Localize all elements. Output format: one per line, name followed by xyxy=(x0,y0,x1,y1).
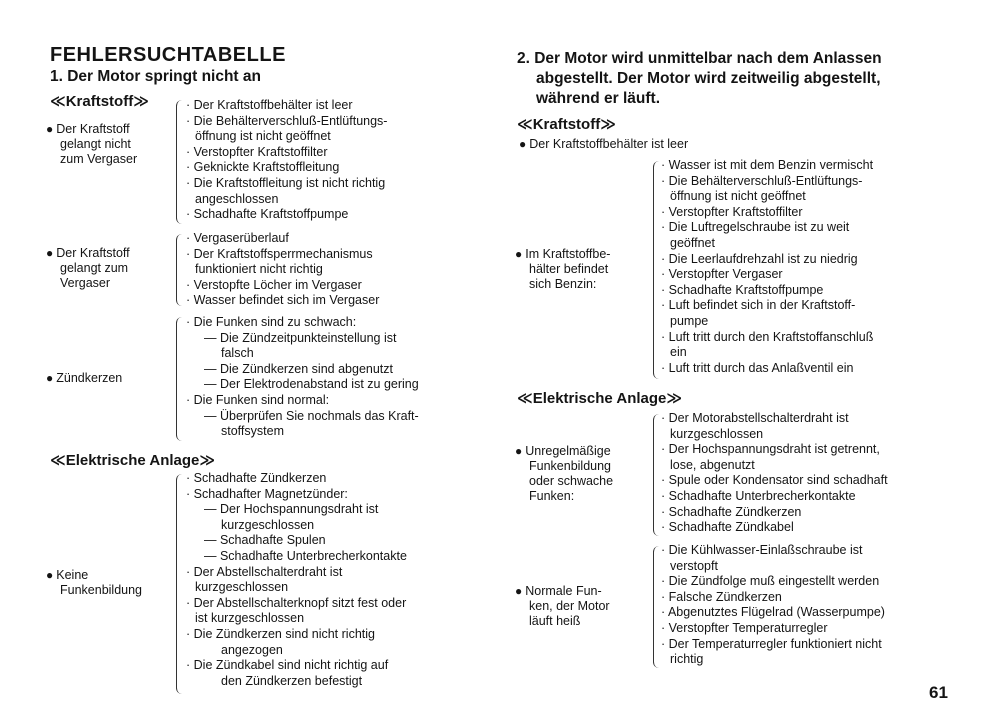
group-items xyxy=(186,98,387,223)
list-item: · Die Leerlaufdrehzahl ist zu niedrig xyxy=(661,251,858,266)
left-group-3 xyxy=(46,313,496,443)
list-item: · Der Temperaturregler funktioniert nicht xyxy=(661,636,882,651)
list-item: kurzgeschlossen xyxy=(195,580,289,595)
group-label: ● Unregelmäßige Funkenbildung oder schwache Funken: xyxy=(515,444,614,503)
brace xyxy=(176,474,185,694)
list-item: — Der Hochspannungsdraht ist xyxy=(204,502,379,517)
page-title: FEHLERSUCHTABELLE xyxy=(50,44,286,66)
list-item: · Die Zündkabel sind nicht richtig auf xyxy=(186,658,389,673)
list-item: ein xyxy=(670,345,687,360)
list-item: · Wasser befindet sich im Vergaser xyxy=(186,293,380,308)
list-item: · Die Behälterverschluß-Entlüftungs- xyxy=(186,113,388,128)
group-items xyxy=(186,315,419,440)
list-item: · Die Zündkerzen sind nicht richtig xyxy=(186,626,375,641)
list-item: · Verstopfter Temperaturregler xyxy=(661,620,828,635)
list-item: öffnung ist nicht geöffnet xyxy=(670,189,806,204)
list-item: · Spule oder Kondensator sind schadhaft xyxy=(661,473,888,488)
page-number: 61 xyxy=(929,683,948,702)
group-label: ● Der Kraftstoff gelangt zum Vergaser xyxy=(46,246,130,290)
list-item: kurzgeschlossen xyxy=(221,517,315,532)
list-item: — Die Zündzeitpunkteinstellung ist xyxy=(204,330,397,345)
group-label: ● Im Kraftstoffbe- hälter befindet sich Benzin: xyxy=(515,247,611,291)
list-item: — Der Elektrodenabstand ist zu gering xyxy=(204,377,419,392)
list-item: · Schadhafte Zündkerzen xyxy=(661,504,802,519)
list-item: · Der Motorabstellschalterdraht ist xyxy=(661,411,849,425)
group-items xyxy=(661,411,888,536)
list-item: pumpe xyxy=(670,313,709,328)
list-item: richtig xyxy=(670,652,704,667)
list-item: den Zündkerzen befestigt xyxy=(221,673,363,688)
right-elektrisch-group-1 xyxy=(515,410,965,538)
list-item: · Schadhafte Kraftstoffpumpe xyxy=(186,207,349,222)
list-item: · Der Kraftstoffsperrmechanismus xyxy=(186,246,373,261)
list-item: · Falsche Zündkerzen xyxy=(661,589,782,604)
group-label: ● Zündkerzen xyxy=(46,371,123,385)
list-item: · Schadhafte Kraftstoffpumpe xyxy=(661,282,824,297)
list-item: · Schadhafter Magnetzünder: xyxy=(186,486,348,501)
right-kraftstoff-title: ≪Kraftstoff≫ xyxy=(517,116,616,133)
list-item: · Der Abstellschalterdraht ist xyxy=(186,564,343,579)
right-single-item: ● Der Kraftstoffbehälter ist leer xyxy=(519,137,689,151)
left-group-2 xyxy=(46,230,496,310)
left-elektrisch-title: ≪Elektrische Anlage≫ xyxy=(50,452,216,469)
list-item: · Schadhafte Zündkabel xyxy=(661,520,794,535)
list-item: geöffnet xyxy=(670,235,715,250)
list-item: angezogen xyxy=(221,642,283,657)
list-item: · Der Hochspannungsdraht ist getrennt, xyxy=(661,442,880,457)
list-item: — Überprüfen Sie nochmals das Kraft- xyxy=(204,408,419,423)
brace xyxy=(176,234,185,306)
list-item: stoffsystem xyxy=(221,424,284,439)
group-label: ● Keine Funkenbildung xyxy=(46,568,143,597)
list-item: öffnung ist nicht geöffnet xyxy=(195,129,331,144)
list-item: · Geknickte Kraftstoffleitung xyxy=(186,160,340,175)
list-item: · Die Zündfolge muß eingestellt werden xyxy=(661,574,880,589)
brace xyxy=(176,317,185,441)
group-label: ● Normale Fun- ken, der Motor läuft heiß xyxy=(515,584,610,628)
list-item: falsch xyxy=(221,346,254,361)
list-item: · Wasser ist mit dem Benzin vermischt xyxy=(661,158,874,172)
right-elektrisch-title: ≪Elektrische Anlage≫ xyxy=(517,390,683,407)
list-item: · Luft befindet sich in der Kraftstoff- xyxy=(661,298,856,313)
left-heading: 1. Der Motor springt nicht an xyxy=(50,68,261,85)
list-item: — Die Zündkerzen sind abgenutzt xyxy=(204,361,393,376)
list-item: · Der Abstellschalterknopf sitzt fest oder xyxy=(186,595,407,610)
list-item: · Die Funken sind zu schwach: xyxy=(186,315,357,329)
list-item: · Schadhafte Zündkerzen xyxy=(186,471,327,485)
list-item: · Luft tritt durch das Anlaßventil ein xyxy=(661,360,854,375)
group-items xyxy=(661,543,885,668)
list-item: · Die Behälterverschluß-Entlüftungs- xyxy=(661,173,863,188)
group-items xyxy=(661,158,873,376)
list-item: · Der Kraftstoffbehälter ist leer xyxy=(186,98,353,112)
list-item: — Schadhafte Unterbrecherkontakte xyxy=(204,548,407,563)
list-item: · Die Funken sind normal: xyxy=(186,392,330,407)
list-item: · Verstopfte Löcher im Vergaser xyxy=(186,277,362,292)
list-item: angeschlossen xyxy=(195,191,279,206)
list-item: verstopft xyxy=(670,558,718,573)
list-item: kurzgeschlossen xyxy=(670,426,764,441)
group-label: ● Der Kraftstoff gelangt nicht zum Vergaser xyxy=(46,122,138,166)
list-item: · Abgenutztes Flügelrad (Wasserpumpe) xyxy=(661,605,885,620)
right-group-1 xyxy=(515,157,965,383)
list-item: · Schadhafte Unterbrecherkontakte xyxy=(661,488,856,503)
list-item: · Vergaserüberlauf xyxy=(186,231,289,245)
list-item: · Die Kraftstoffleitung ist nicht richtig xyxy=(186,175,386,190)
list-item: · Die Luftregelschraube ist zu weit xyxy=(661,220,850,235)
list-item: lose, abgenutzt xyxy=(670,457,755,472)
left-kraftstoff-title: ≪Kraftstoff≫ xyxy=(50,93,149,110)
list-item: · Verstopfter Vergaser xyxy=(661,267,783,282)
list-item: · Luft tritt durch den Kraftstoffanschluß xyxy=(661,329,874,344)
group-items xyxy=(186,231,379,309)
right-heading: 2. Der Motor wird unmittelbar nach dem Anlassen abgestellt. Der Motor wird zeitweilig abgestellt, während er läuft. xyxy=(517,50,882,107)
group-items xyxy=(186,471,407,689)
list-item: — Schadhafte Spulen xyxy=(204,533,326,548)
right-elektrisch-group-2 xyxy=(515,542,965,670)
list-item: · Verstopfter Kraftstoffilter xyxy=(661,204,803,219)
list-item: · Verstopfter Kraftstoffilter xyxy=(186,144,328,159)
list-item: · Die Kühlwasser-Einlaßschraube ist xyxy=(661,543,863,557)
list-item: funktioniert nicht richtig xyxy=(195,262,323,277)
left-elektrisch-group-1 xyxy=(46,470,496,698)
list-item: ist kurzgeschlossen xyxy=(195,611,305,626)
brace xyxy=(176,100,185,224)
left-group-1 xyxy=(46,96,496,228)
